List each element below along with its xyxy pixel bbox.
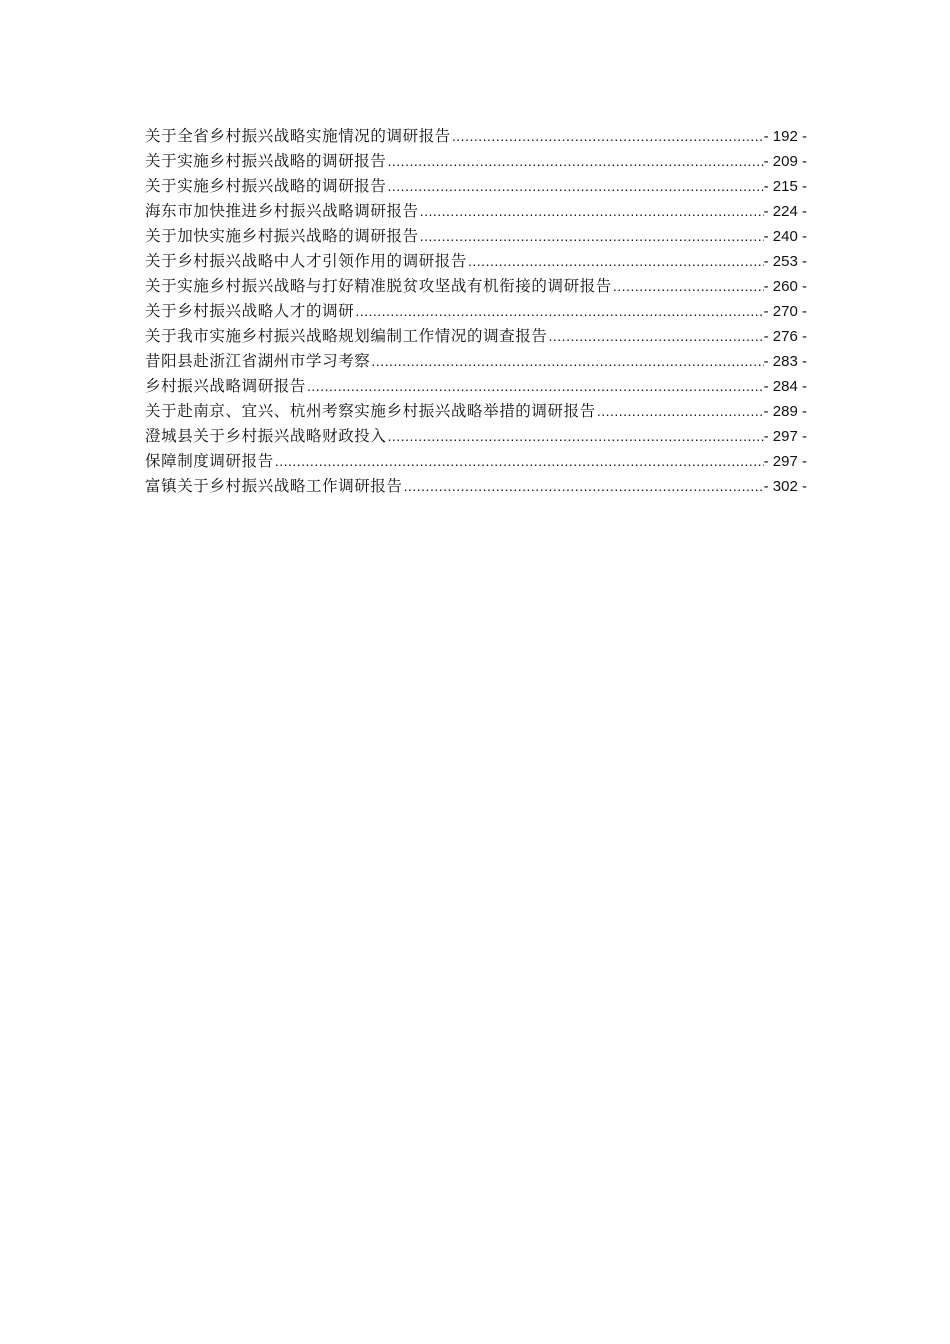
toc-entry-title: 关于加快实施乡村振兴战略的调研报告 [145, 227, 419, 245]
toc-dot-leader [387, 424, 764, 449]
toc-entry-page: - 284 - [763, 378, 807, 395]
toc-entry-title: 关于实施乡村振兴战略的调研报告 [145, 152, 387, 170]
toc-dot-leader [467, 249, 764, 274]
toc-entry[interactable] [145, 424, 807, 449]
toc-dot-leader [274, 449, 764, 474]
toc-dot-leader [548, 324, 764, 349]
toc-entry-page: - 297 - [763, 453, 807, 470]
toc-dot-leader [419, 224, 764, 249]
toc-entry-page: - 253 - [763, 253, 807, 270]
toc-entry[interactable] [145, 399, 807, 424]
toc-entry-page: - 297 - [763, 428, 807, 445]
toc-entry-title: 关于乡村振兴战略中人才引领作用的调研报告 [145, 252, 468, 270]
toc-entry-page: - 240 - [763, 228, 807, 245]
toc-entry[interactable] [145, 449, 807, 474]
toc-entry-title: 关于全省乡村振兴战略实施情况的调研报告 [145, 127, 451, 145]
toc-dot-leader [387, 149, 764, 174]
toc-entry-page: - 192 - [763, 128, 807, 145]
toc-dot-leader [451, 124, 764, 149]
toc-entry[interactable] [145, 224, 807, 249]
toc-entry-page: - 270 - [763, 303, 807, 320]
toc-dot-leader [596, 399, 764, 424]
toc-entry-title: 昔阳县赴浙江省湖州市学习考察 [145, 352, 371, 370]
toc-entry[interactable] [145, 124, 807, 149]
toc-entry-title: 关于实施乡村振兴战略的调研报告 [145, 177, 387, 195]
toc-entry-title: 乡村振兴战略调研报告 [145, 377, 307, 395]
toc-entry[interactable] [145, 149, 807, 174]
toc-entry-page: - 209 - [763, 153, 807, 170]
toc-entry-page: - 283 - [763, 353, 807, 370]
toc-dot-leader [612, 274, 764, 299]
toc-dot-leader [306, 374, 764, 399]
toc-entry[interactable] [145, 274, 807, 299]
toc-dot-leader [370, 349, 763, 374]
toc-entry[interactable] [145, 374, 807, 399]
toc-entry[interactable] [145, 324, 807, 349]
toc-entry-page: - 224 - [763, 203, 807, 220]
toc-entry-page: - 289 - [763, 403, 807, 420]
toc-dot-leader [387, 174, 764, 199]
toc-dot-leader [354, 299, 763, 324]
toc-entry-title: 关于实施乡村振兴战略与打好精准脱贫攻坚战有机衔接的调研报告 [145, 277, 612, 295]
toc-entry-title: 关于我市实施乡村振兴战略规划编制工作情况的调查报告 [145, 327, 548, 345]
toc-entry[interactable] [145, 249, 807, 274]
toc-dot-leader [403, 474, 764, 499]
toc-entry-title: 关于乡村振兴战略人才的调研 [145, 302, 355, 320]
toc-entry-title: 澄城县关于乡村振兴战略财政投入 [145, 427, 387, 445]
toc-dot-leader [419, 199, 764, 224]
toc-entry-page: - 302 - [763, 478, 807, 495]
toc-entry[interactable] [145, 474, 807, 499]
toc-entry[interactable] [145, 349, 807, 374]
toc-entry-title: 富镇关于乡村振兴战略工作调研报告 [145, 477, 403, 495]
toc-entry-page: - 260 - [763, 278, 807, 295]
toc-entry-title: 保障制度调研报告 [145, 452, 274, 470]
toc-entry-page: - 276 - [763, 328, 807, 345]
toc-entry-title: 关于赴南京、宜兴、杭州考察实施乡村振兴战略举措的调研报告 [145, 402, 596, 420]
toc-entry[interactable] [145, 199, 807, 224]
table-of-contents [145, 124, 807, 499]
toc-entry[interactable] [145, 174, 807, 199]
toc-entry[interactable] [145, 299, 807, 324]
toc-entry-page: - 215 - [763, 178, 807, 195]
toc-entry-title: 海东市加快推进乡村振兴战略调研报告 [145, 202, 419, 220]
